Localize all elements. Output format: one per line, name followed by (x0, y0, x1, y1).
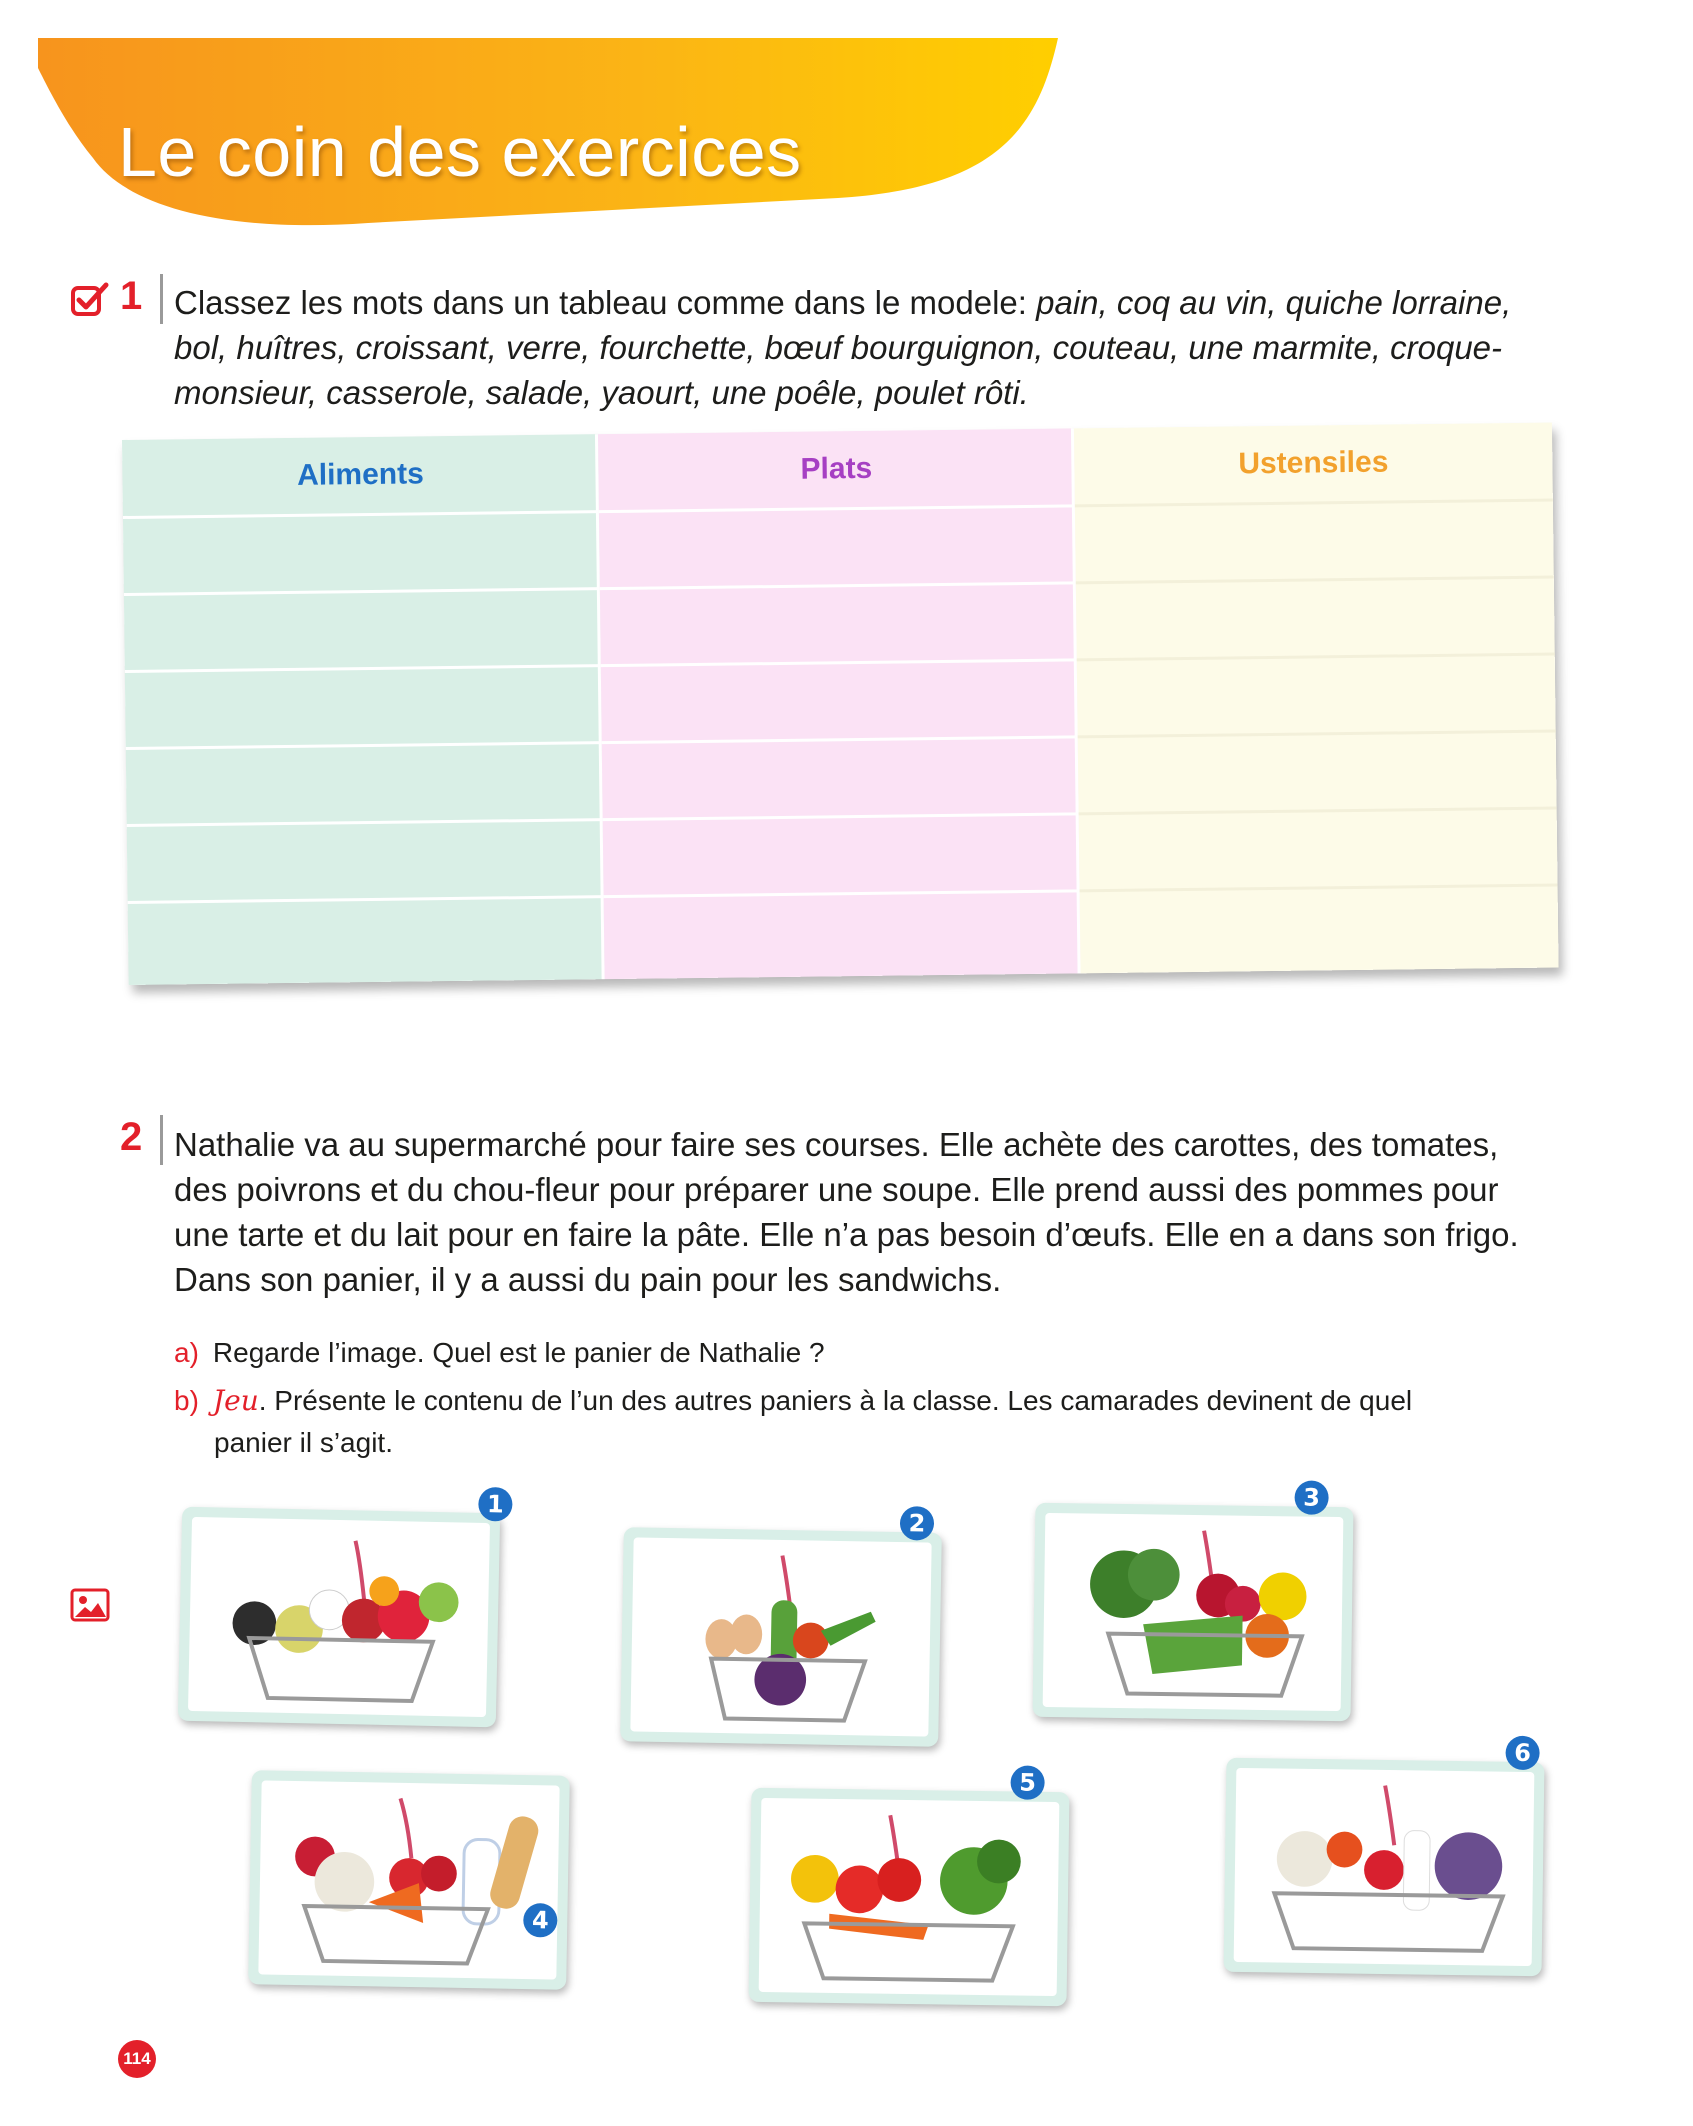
table-column-ustensiles (1074, 423, 1559, 974)
basket-photo-1 (188, 1517, 490, 1717)
exercise-1-number: 1 (120, 274, 143, 318)
jeu-label: Jeu (212, 1384, 259, 1417)
exercise-2-number: 2 (120, 1115, 143, 1159)
table-column-plats (598, 428, 1081, 979)
exercise-1-words: bol, huîtres, croissant, verre, fourchette, bœuf bourguignon, couteau, une marmite, croque- (174, 329, 1503, 366)
table-column-aliments (122, 434, 605, 985)
basket-card-2[interactable] (620, 1509, 942, 1747)
basket-photo-6 (1234, 1768, 1535, 1966)
table-row-line (1079, 807, 1557, 816)
basket-card-1[interactable] (178, 1490, 505, 1728)
exercise-2-text-line: une tarte et du lait pour en faire la pâte. Elle n’a pas besoin d’œufs. Elle en a dans son frigo. (174, 1216, 1519, 1253)
exercise-1-instruction: Classez les mots dans un tableau comme dans le modele: (174, 284, 1037, 321)
basket-card-6[interactable] (1224, 1738, 1545, 1976)
checkbox-icon (70, 282, 110, 318)
table-row-line (602, 735, 1078, 744)
exercise-2-text-line: Dans son panier, il y a aussi du pain pour les sandwichs. (174, 1261, 1002, 1298)
basket-icon (759, 1798, 1060, 1996)
basket-card-4[interactable] (248, 1770, 570, 1990)
table-row-line (1078, 730, 1556, 739)
basket-icon (1043, 1513, 1344, 1711)
basket-badge-5: 5 (1010, 1765, 1044, 1799)
question-b (174, 1380, 1514, 1464)
basket-badge-1: 1 (478, 1487, 513, 1522)
basket-photo-3 (1043, 1513, 1344, 1711)
question-b-text-cont: panier il s’agit. (214, 1427, 393, 1458)
question-a-letter: a) (174, 1337, 199, 1368)
table-row-line (1076, 576, 1554, 585)
basket-icon (630, 1537, 931, 1736)
table-row-line (128, 895, 604, 904)
classification-table (122, 423, 1559, 985)
column-header-aliments: Aliments (296, 457, 424, 492)
question-b-text: . Présente le contenu de l’un des autres paniers à la classe. Les camarades devinent de quel (258, 1385, 1413, 1416)
question-a (174, 1332, 1514, 1374)
table-row-line (603, 812, 1079, 821)
page-number: 114 (118, 2040, 156, 2078)
basket-badge-3: 3 (1294, 1480, 1328, 1514)
table-row-line (1080, 883, 1558, 892)
basket-photo-5 (759, 1798, 1060, 1996)
page-title: Le coin des exercices (118, 113, 802, 191)
basket-icon (258, 1780, 559, 1979)
exercise-2-divider (160, 1115, 163, 1165)
exercise-1-text (174, 280, 1554, 415)
basket-badge-4: 4 (523, 1903, 558, 1938)
basket-badge-2: 2 (900, 1506, 935, 1541)
table-row-line (600, 581, 1076, 590)
table-row-line (1077, 653, 1555, 662)
table-row-line (126, 741, 602, 750)
basket-card-3[interactable] (1033, 1483, 1354, 1721)
basket-badge-6: 6 (1505, 1736, 1539, 1770)
exercise-2-text (174, 1122, 1554, 1302)
basket-photo-4 (258, 1780, 559, 1979)
table-row-line (604, 889, 1080, 898)
table-row-line (127, 818, 603, 827)
exercise-1-words: monsieur, casserole, salade, yaourt, une poêle, poulet rôti. (174, 374, 1029, 411)
basket-icon (1234, 1768, 1535, 1966)
exercise-2-text-line: Nathalie va au supermarché pour faire ses courses. Elle achète des carottes, des tomates, (174, 1126, 1499, 1163)
basket-photo-2 (630, 1537, 931, 1736)
exercise-1-words: pain, coq au vin, quiche lorraine, (1036, 284, 1512, 321)
question-b-letter: b) (174, 1385, 199, 1416)
table-row-line (125, 664, 601, 673)
column-header-ustensiles: Ustensiles (1238, 445, 1389, 481)
table-row-line (124, 587, 600, 596)
exercise-1-divider (160, 274, 163, 324)
question-a-text: Regarde l’image. Quel est le panier de Nathalie ? (212, 1337, 825, 1368)
basket-icon (188, 1517, 490, 1717)
exercise-2-text-line: des poivrons et du chou-fleur pour préparer une soupe. Elle prend aussi des pommes pour (174, 1171, 1499, 1208)
image-gallery-icon (70, 1588, 110, 1622)
table-row-line (601, 658, 1077, 667)
basket-card-5[interactable] (749, 1768, 1070, 2006)
column-header-plats: Plats (800, 451, 873, 486)
